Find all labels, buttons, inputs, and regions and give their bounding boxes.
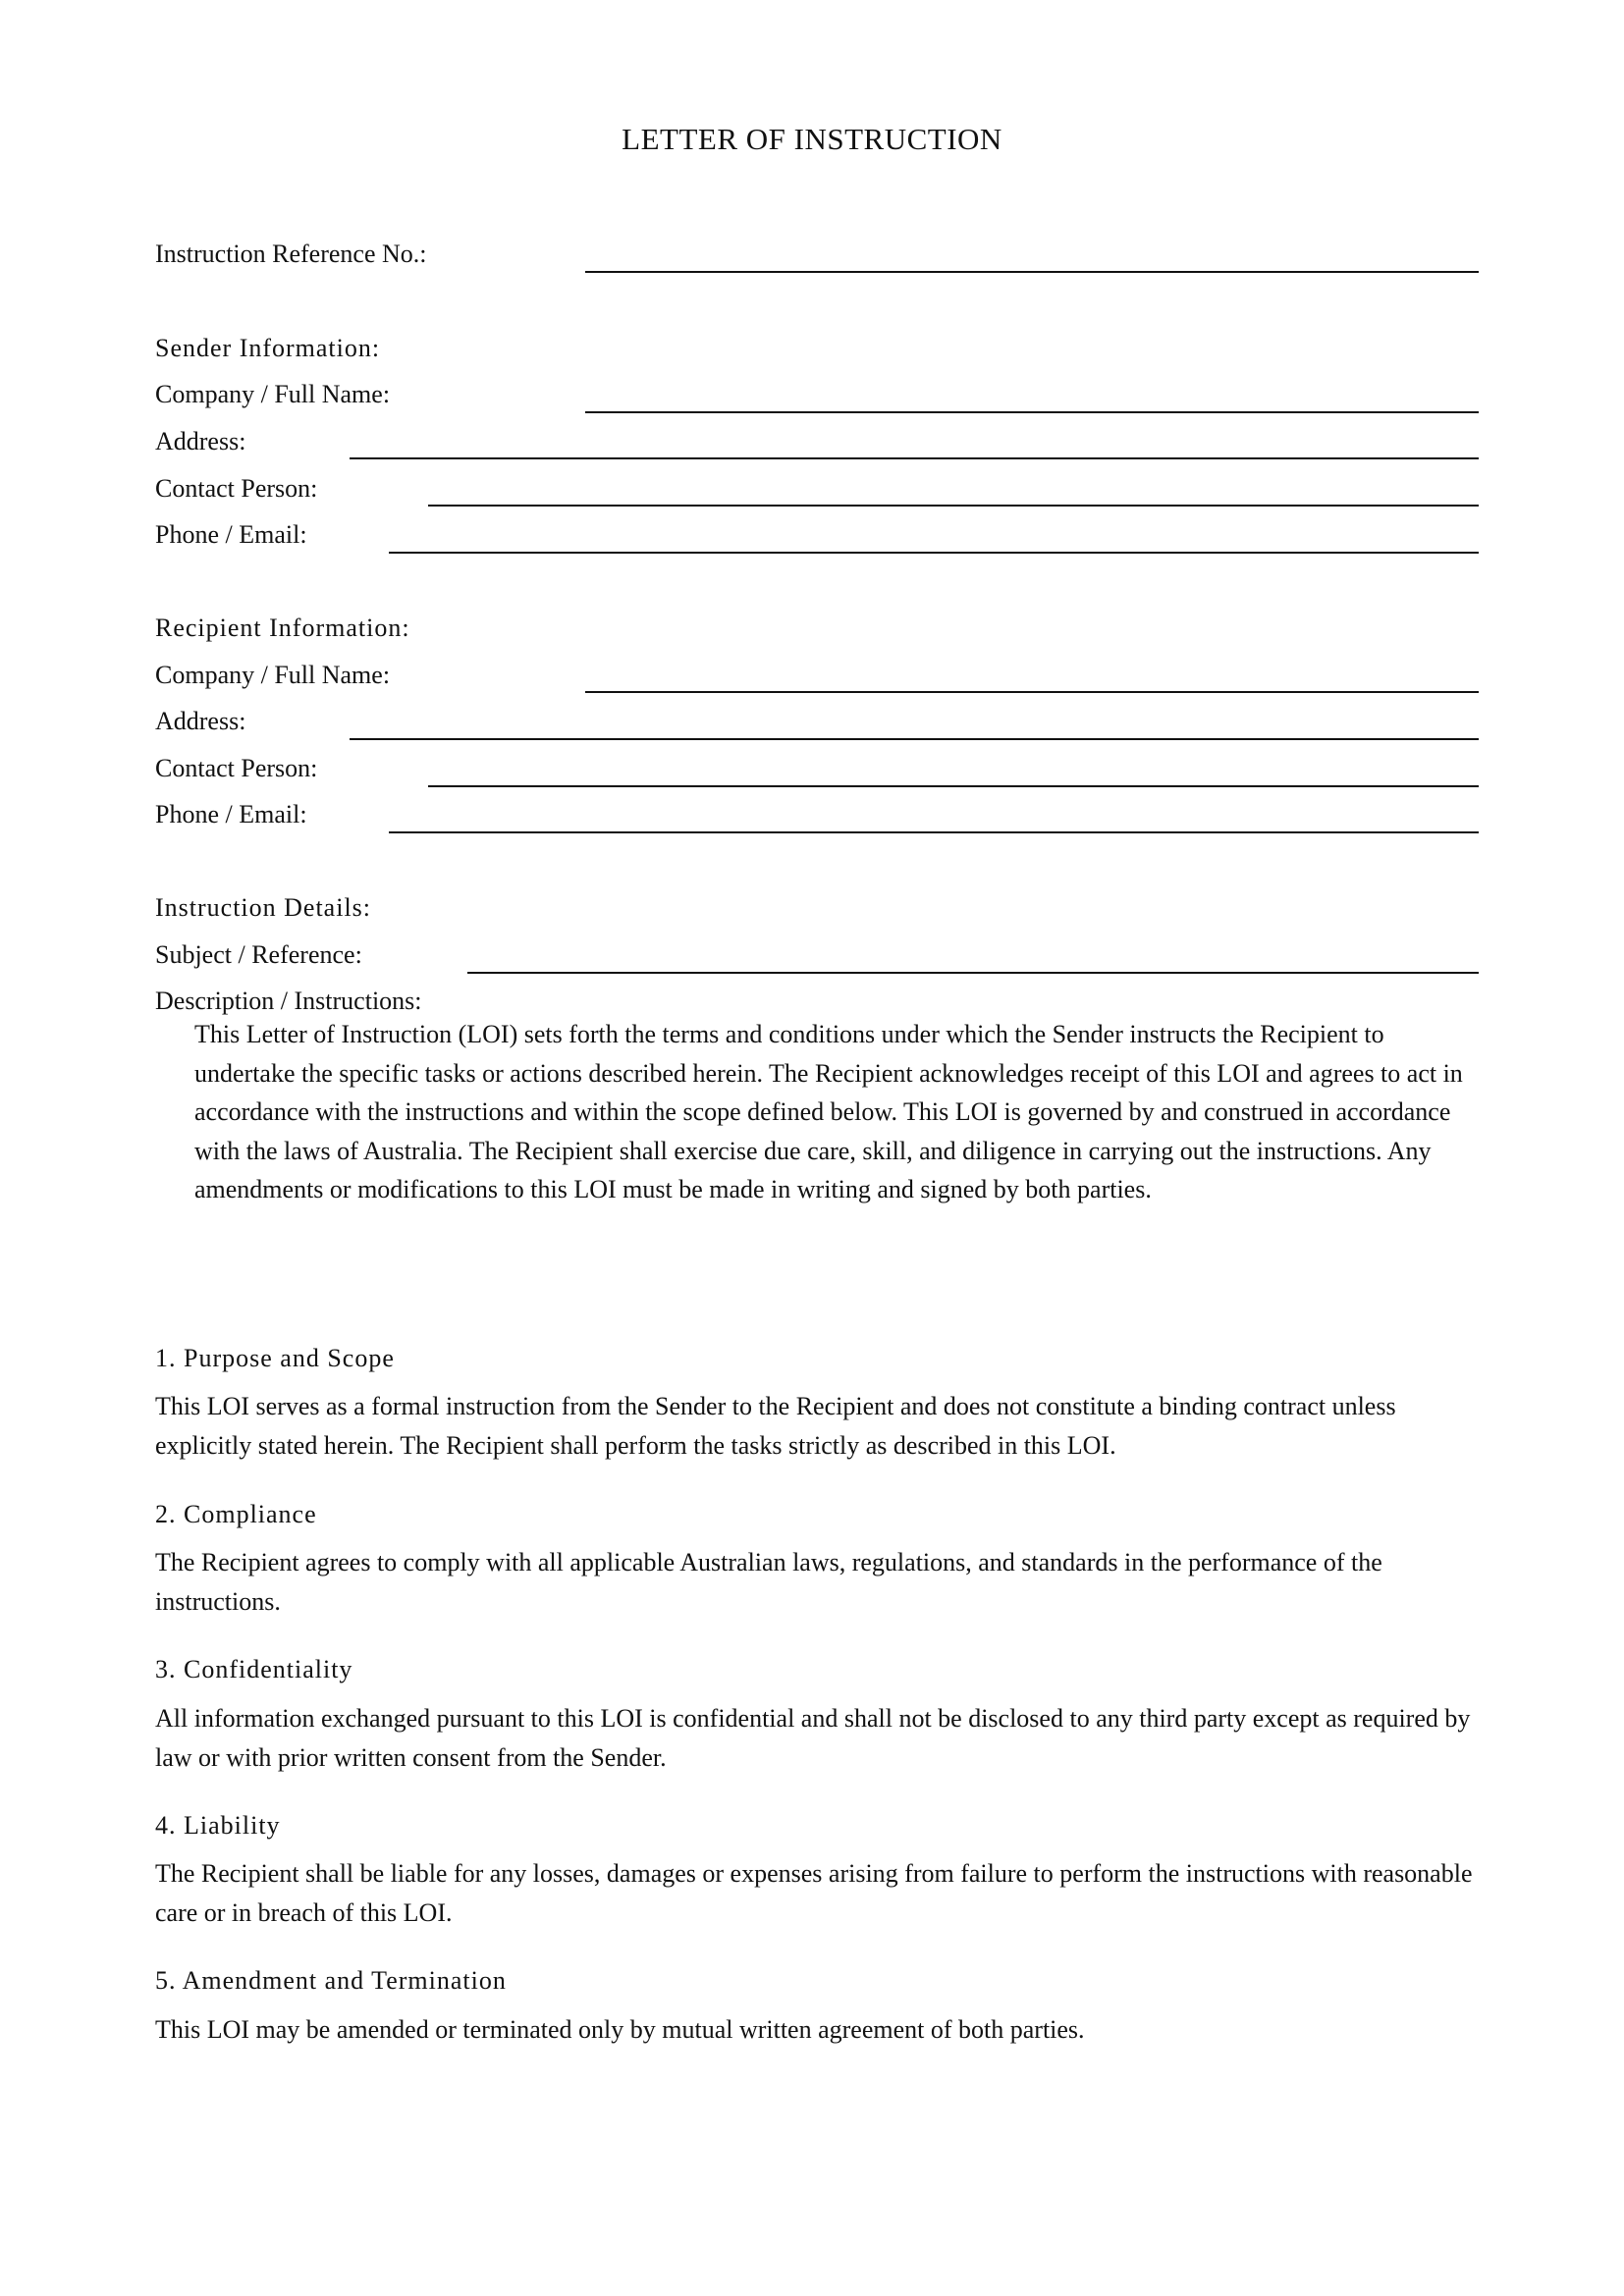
sender-contact-field-line[interactable] xyxy=(428,505,1479,507)
subject-label: Subject / Reference: xyxy=(155,940,362,969)
description-text: This Letter of Instruction (LOI) sets forth the terms and conditions under which the Sender instructs the Recipient to undertake the specific tasks or actions described herein. The Recipient acknowledges receipt of this LOI and agrees to act in accordance with the instructions and within the scope defined below. This LOI is governed by and construed in accordance with the laws of Australia. The Recipient shall exercise due care, skill, and diligence in carrying out the instructions. Any amendments or modifications to this LOI must be made in writing and signed by both parties. xyxy=(194,1020,1463,1203)
sender-address-field-line[interactable] xyxy=(350,457,1479,459)
reference-label: Instruction Reference No.: xyxy=(155,240,427,268)
recipient-company-field-line[interactable] xyxy=(585,691,1479,693)
subject-field-line[interactable] xyxy=(467,972,1479,974)
description-label: Description / Instructions: xyxy=(155,987,422,1015)
section-text-amendment: This LOI may be amended or terminated only by mutual written agreement of both parties. xyxy=(155,2015,1085,2044)
section-heading-purpose: 1. Purpose and Scope xyxy=(155,1344,395,1372)
sender-address-label: Address: xyxy=(155,427,246,455)
sender-phone-field-line[interactable] xyxy=(389,552,1479,554)
sender-heading: Sender Information: xyxy=(155,334,381,362)
sender-contact-label: Contact Person: xyxy=(155,474,318,503)
recipient-company-label: Company / Full Name: xyxy=(155,661,391,689)
recipient-phone-field-line[interactable] xyxy=(389,831,1479,833)
recipient-contact-field-line[interactable] xyxy=(428,785,1479,787)
section-text-purpose: This LOI serves as a formal instruction from the Sender to the Recipient and does not constitute a binding contract unless explicitly stated herein. The Recipient shall perform the tasks strictly as described in this LOI. xyxy=(155,1392,1396,1460)
document-title: LETTER OF INSTRUCTION xyxy=(622,122,1002,156)
section-text-confidentiality: All information exchanged pursuant to this LOI is confidential and shall not be disclosed to any third party except as required by law or with prior written consent from the Sender. xyxy=(155,1704,1471,1772)
section-heading-confidentiality: 3. Confidentiality xyxy=(155,1655,353,1683)
section-text-compliance: The Recipient agrees to comply with all applicable Australian laws, regulations, and standards in the performance of the instructions. xyxy=(155,1548,1382,1616)
section-heading-compliance: 2. Compliance xyxy=(155,1500,317,1528)
recipient-contact-label: Contact Person: xyxy=(155,754,318,782)
instruction-heading: Instruction Details: xyxy=(155,893,372,922)
reference-field-line[interactable] xyxy=(585,271,1479,273)
recipient-heading: Recipient Information: xyxy=(155,614,410,642)
section-heading-amendment: 5. Amendment and Termination xyxy=(155,1966,507,1995)
section-heading-liability: 4. Liability xyxy=(155,1811,281,1840)
section-text-liability: The Recipient shall be liable for any losses, damages or expenses arising from failure to perform the instructions with reasonable care or in breach of this LOI. xyxy=(155,1859,1473,1927)
sender-company-label: Company / Full Name: xyxy=(155,380,391,408)
recipient-address-label: Address: xyxy=(155,707,246,735)
sender-company-field-line[interactable] xyxy=(585,411,1479,413)
recipient-address-field-line[interactable] xyxy=(350,738,1479,740)
sender-phone-label: Phone / Email: xyxy=(155,520,307,549)
recipient-phone-label: Phone / Email: xyxy=(155,800,307,828)
